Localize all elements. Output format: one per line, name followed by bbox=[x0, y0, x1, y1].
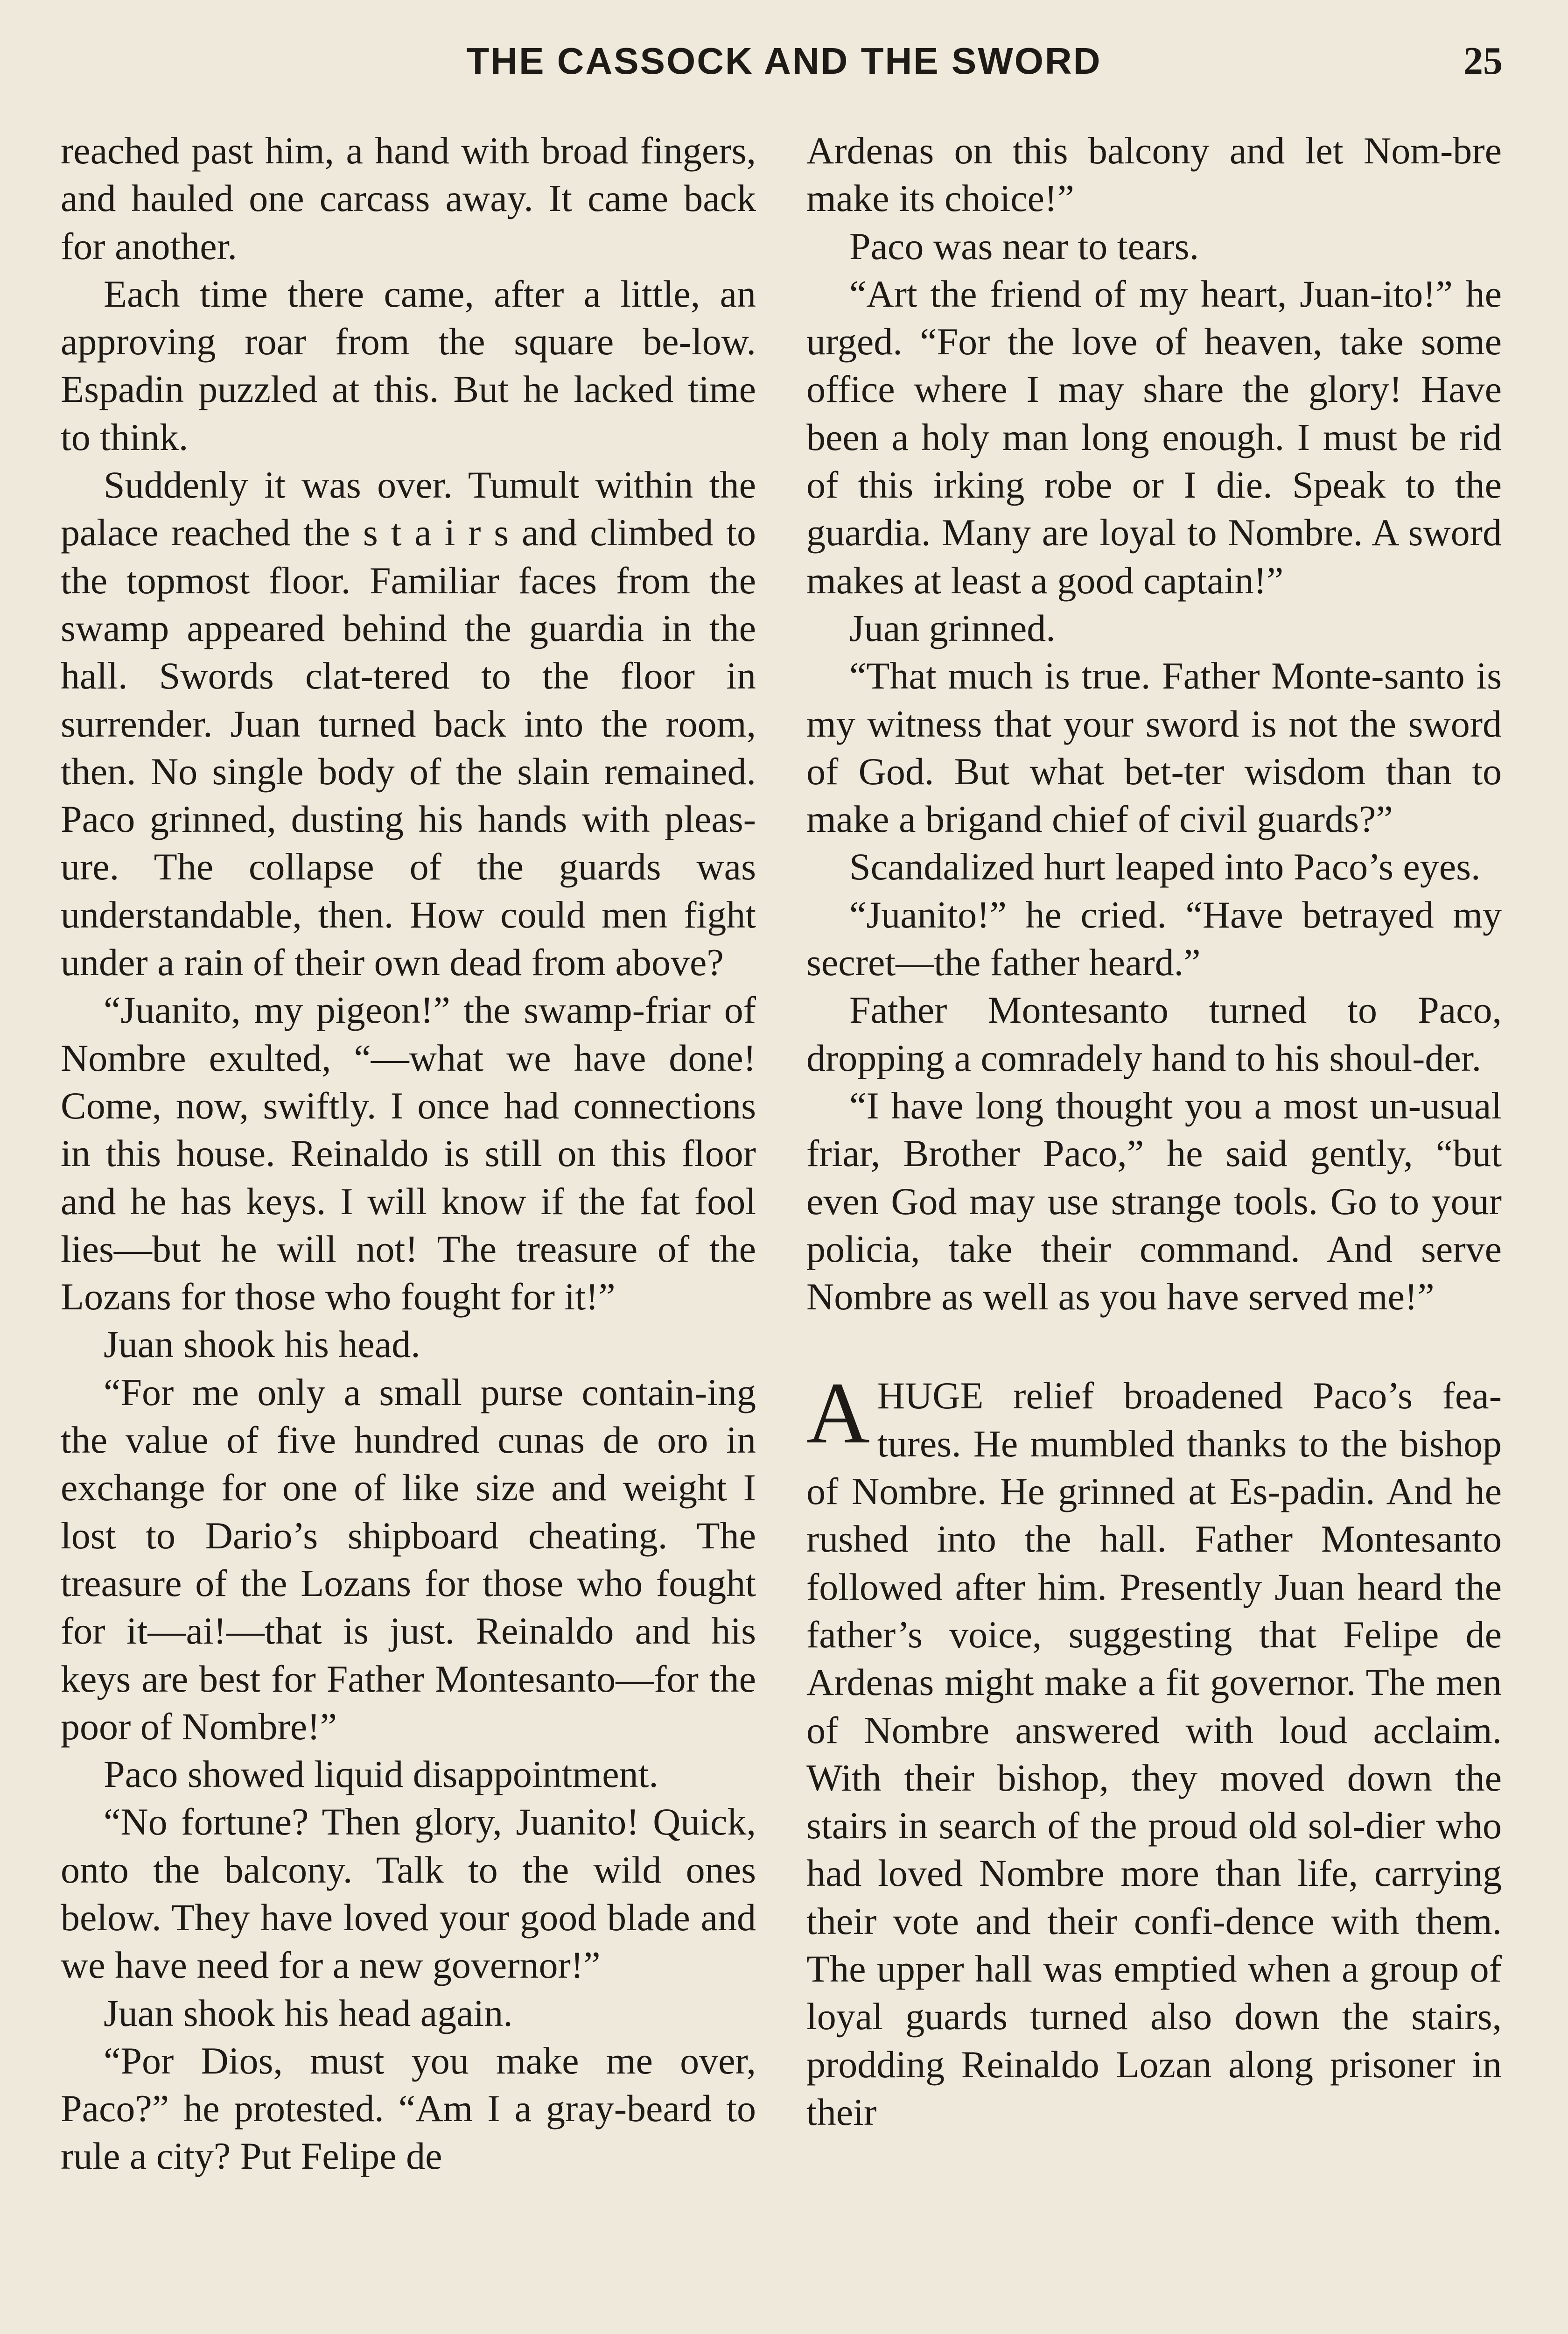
left-column bbox=[61, 127, 756, 2180]
page-number: 25 bbox=[1463, 39, 1503, 83]
paragraph: “Juanito, my pigeon!” the swamp-friar of Nombre exulted, “—what we have done! Come, now, swiftly. I once had connections in this house. Reinaldo is still on this floor and he has keys. I will know if the fat fool lies—but he will not! The treasure of the Lozans for those who fought for it!” bbox=[61, 989, 756, 1318]
section-opening-text: HUGE relief broadened Paco’s fea-tures. He mumbled thanks to the bishop of Nombre. He grinned at Es-padin. And he rushed into the hall. Father Montesanto followed after him. Presently Juan heard the father’s voice, suggesting that Felipe de Ardenas might make a fit governor. The men of Nombre answered with loud acclaim. With their bishop, they moved down the stairs in search of the proud old sol-dier who had loved Nombre more than life, carrying their vote and their confi-dence with them. The upper hall was emptied when a group of loyal guards turned also down the stairs, prodding Reinaldo Lozan along prisoner in their bbox=[806, 1374, 1502, 2133]
paragraph: “Por Dios, must you make me over, Paco?” he protested. “Am I a gray-beard to rule a city? Put Felipe de bbox=[61, 2039, 756, 2178]
paragraph: “That much is true. Father Monte-santo is my witness that your sword is not the sword of God. But what bet-ter wisdom than to make a brigand chief of civil guards?” bbox=[806, 654, 1502, 841]
paragraph: Ardenas on this balcony and let Nom-bre make its choice!” bbox=[806, 129, 1502, 220]
paragraph: Each time there came, after a little, an approving roar from the square be-low. Espadin puzzled at this. But he lacked time to think. bbox=[61, 272, 756, 458]
section-opening-paragraph bbox=[806, 1364, 1502, 2136]
paragraph: “Art the friend of my heart, Juan-ito!” he urged. “For the love of heaven, take some office where I may share the glory! Have been a holy man long enough. I must be rid of this irking robe or I die. Speak to the guardia. Many are loyal to Nombre. A sword makes at least a good captain!” bbox=[806, 272, 1502, 602]
paragraph: Father Montesanto turned to Paco, dropping a comradely hand to his shoul-der. bbox=[806, 989, 1502, 1079]
paragraph: Juan grinned. bbox=[849, 606, 1056, 649]
paragraph: “No fortune? Then glory, Juanito! Quick, onto the balcony. Talk to the wild ones below. They have loved your good blade and we have need for a new governor!” bbox=[61, 1800, 756, 1987]
paragraph: Paco showed liquid disappointment. bbox=[104, 1753, 658, 1796]
drop-cap: A bbox=[806, 1364, 870, 1462]
paragraph: “For me only a small purse contain-ing the value of five hundred cunas de oro in exchange for one of like size and weight I lost to Dario’s shipboard cheating. The treasure of the Lozans for those who fought for it—ai!—that is just. Reinaldo and his keys are best for Father Montesanto—for the poor of Nombre!” bbox=[61, 1371, 756, 1748]
paragraph: Juan shook his head. bbox=[104, 1323, 420, 1366]
paragraph: Juan shook his head again. bbox=[104, 1991, 513, 2034]
paragraph: “Juanito!” he cried. “Have betrayed my secret—the father heard.” bbox=[806, 893, 1502, 984]
paragraph: Scandalized hurt leaped into Paco’s eyes. bbox=[849, 845, 1481, 888]
running-title: THE CASSOCK AND THE SWORD bbox=[466, 40, 1102, 82]
paragraph: “I have long thought you a most un-usual friar, Brother Paco,” he said gently, “but even God may use strange tools. Go to your policia, take their command. And serve Nombre as well as you have served me!” bbox=[806, 1084, 1502, 1318]
paragraph: Suddenly it was over. Tumult within the palace reached the s t a i r s and climbed to the topmost floor. Familiar faces from the swamp appeared behind the guardia in the hall. Swords clat-tered to the floor in surrender. Juan turned back into the room, then. No single body of the slain remained. Paco grinned, dusting his hands with pleas-ure. The collapse of the guards was understandable, then. How could men fight under a rain of their own dead from above? bbox=[61, 464, 756, 984]
page-header bbox=[0, 31, 1568, 91]
paragraph: reached past him, a hand with broad fingers, and hauled one carcass away. It came back for another. bbox=[61, 129, 756, 267]
paragraph: Paco was near to tears. bbox=[849, 225, 1199, 267]
right-column bbox=[806, 127, 1502, 2136]
